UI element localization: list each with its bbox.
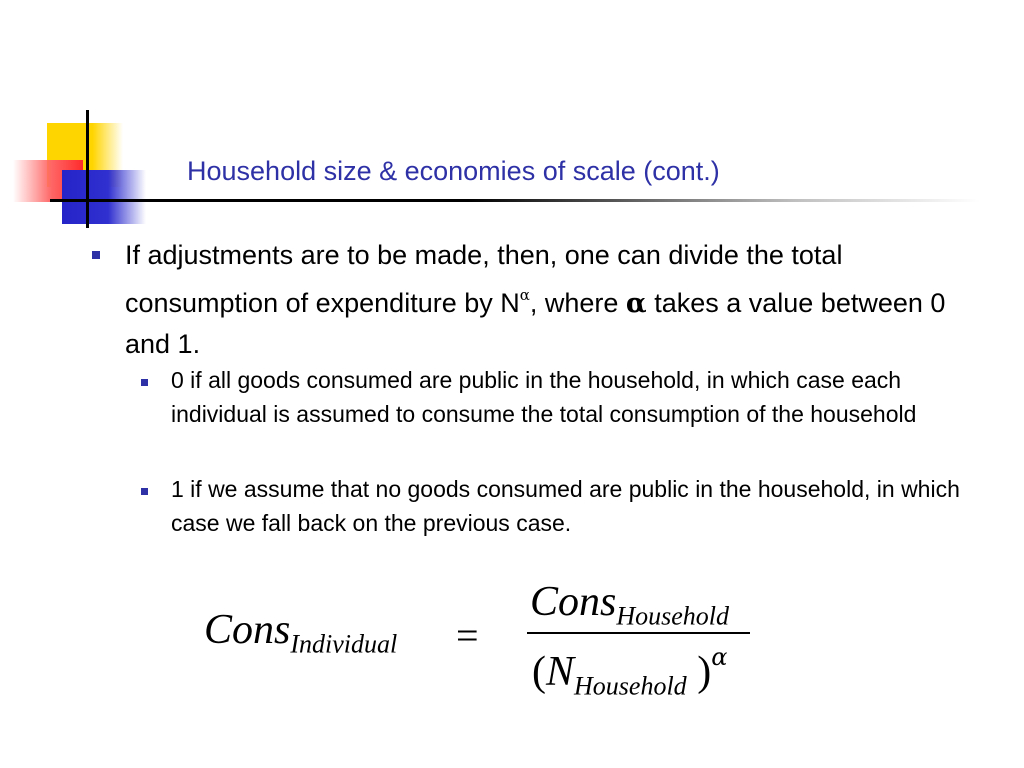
sub-bullet-marker (141, 379, 148, 386)
sub-bullet-item: 0 if all goods consumed are public in the household, in which case each individual is assumed to consume the total consumption of the household (171, 367, 917, 427)
sub-bullet-marker (141, 488, 148, 495)
den-open-paren: ( (532, 649, 546, 695)
equation-numerator (530, 578, 729, 631)
den-var: N (546, 649, 575, 695)
blue-square (62, 170, 146, 224)
sub-bullet-item: 1 if we assume that no goods consumed are public in the household, in which case we fall back on the previous case. (171, 476, 960, 536)
bullet-main-text: If adjustments are to be made, then, one can divide the total consumption of expenditure by N (125, 240, 843, 318)
slide-title: Household size & economies of scale (cont.) (187, 156, 720, 186)
title-underline (50, 199, 980, 202)
den-subscript: Household (574, 671, 687, 701)
bullet-marker (92, 251, 100, 259)
equation-lhs (204, 606, 397, 659)
bullet-main (125, 235, 995, 364)
equals-sign: = (456, 613, 479, 658)
alpha-superscript: α (519, 286, 530, 304)
lhs-var: Cons (204, 607, 291, 653)
num-var: Cons (530, 579, 617, 625)
equation-denominator (532, 643, 727, 701)
vertical-rule (86, 110, 89, 228)
fraction-bar (527, 632, 750, 634)
bullet-main-middle: , where (529, 288, 626, 318)
num-subscript: Household (616, 601, 730, 631)
title-decoration (0, 0, 1024, 240)
lhs-subscript: Individual (290, 629, 398, 659)
den-close-paren: ) (686, 649, 712, 695)
bullet-main-end: takes a value between 0 and 1. (125, 288, 946, 359)
den-exponent: α (711, 643, 728, 671)
alpha-symbol: α (625, 288, 647, 319)
